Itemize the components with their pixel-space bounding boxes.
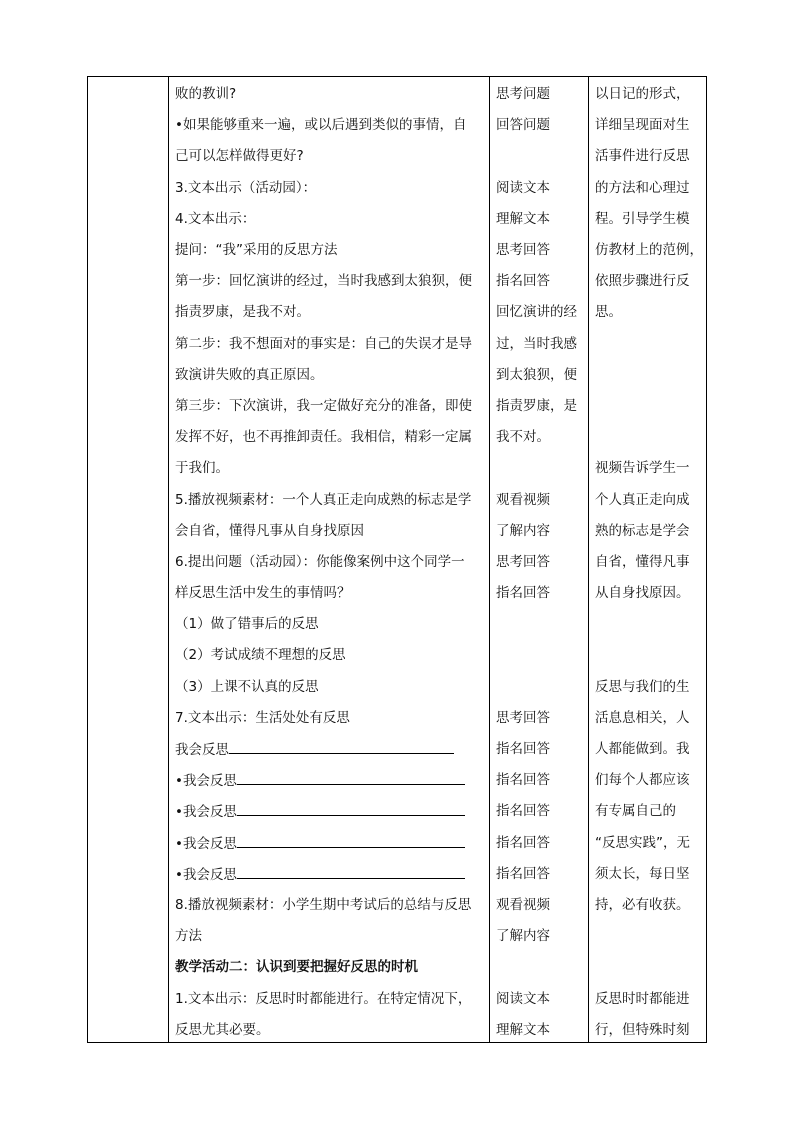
activity-text-line	[496, 115, 550, 135]
intent-text-line	[595, 864, 690, 884]
intent-text-line	[595, 895, 690, 915]
activity-text-line	[496, 770, 550, 790]
process-text-line	[175, 365, 324, 385]
activity-text-line-text: 指名回答	[496, 585, 550, 601]
fill-in-blank-line	[237, 864, 465, 879]
intent-text-line-text: 的方法和心理过	[595, 180, 690, 196]
column-divider	[168, 77, 169, 1042]
intent-text-line	[595, 271, 690, 291]
fill-in-blank-line	[237, 833, 465, 848]
process-text-line-text: 4.文本出示：	[175, 211, 256, 227]
process-text-line-text: 提问：“我”采用的反思方法	[175, 242, 338, 258]
activity-text-line	[496, 521, 550, 541]
intent-text-line-text: 自省，懂得凡事	[595, 554, 690, 570]
process-text-line-text: 我会反思	[175, 742, 229, 758]
intent-text-line	[595, 209, 690, 229]
process-text-line	[175, 926, 202, 946]
activity-text-line-text: 观看视频	[496, 492, 550, 508]
intent-text-line	[595, 801, 676, 821]
activity-text-line	[496, 552, 550, 572]
process-text-line	[175, 334, 472, 354]
process-text-line	[175, 989, 471, 1009]
intent-text-line-text: 人都能做到。我	[595, 741, 690, 757]
intent-text-line-text: 行，但特殊时刻	[595, 1022, 690, 1038]
process-text-line	[175, 833, 465, 854]
process-text-line-text: 第三步：下次演讲，我一定做好充分的准备，即使	[175, 398, 472, 414]
process-text-line	[175, 490, 471, 510]
process-text-line-text: 方法	[175, 928, 202, 944]
process-text-line	[175, 1020, 270, 1040]
activity-text-line	[496, 583, 550, 603]
intent-text-line-text: 活事件进行反思	[595, 148, 690, 164]
intent-text-line-text: 依照步骤进行反	[595, 273, 690, 289]
activity-text-line-text: 我不对。	[496, 429, 550, 445]
intent-text-line	[595, 770, 690, 790]
fill-in-blank-line	[237, 801, 465, 816]
process-text-line-text: •如果能够重来一遍，或以后遇到类似的事情，自	[175, 117, 467, 133]
intent-text-line	[595, 178, 690, 198]
process-text-line-text: 样反思生活中发生的事情吗？	[175, 585, 351, 601]
intent-text-line	[595, 115, 690, 135]
activity-text-line	[496, 801, 550, 821]
process-text-line	[175, 240, 338, 260]
process-text-line-text: •我会反思	[175, 773, 237, 789]
process-text-line	[175, 895, 471, 915]
intent-text-line	[595, 552, 690, 572]
intent-text-line	[595, 84, 690, 104]
activity-text-line	[496, 240, 550, 260]
activity-text-line-text: 回答问题	[496, 117, 550, 133]
activity-text-line	[496, 334, 577, 354]
activity-text-line-text: 指名回答	[496, 741, 550, 757]
activity-text-line-text: 思考问题	[496, 86, 550, 102]
process-text-line	[175, 552, 465, 572]
process-text-line-text: 发挥不好，也不再推卸责任。我相信，精彩一定属	[175, 429, 472, 445]
process-text-line	[175, 115, 466, 135]
process-text-line-text: •我会反思	[175, 836, 237, 852]
intent-text-line-text: 活息息相关，人	[595, 710, 690, 726]
process-text-line	[175, 271, 472, 291]
activity-text-line-text: 思考回答	[496, 710, 550, 726]
activity-text-line	[496, 708, 550, 728]
activity-text-line	[496, 209, 550, 229]
process-text-line-text: （2）考试成绩不理想的反思	[175, 647, 346, 663]
process-text-line-text: 指责罗康，是我不对。	[175, 304, 310, 320]
activity-text-line	[496, 864, 550, 884]
process-text-line	[175, 708, 350, 728]
activity-text-line-text: 指名回答	[496, 273, 550, 289]
process-text-line	[175, 84, 236, 104]
process-text-line-text: •我会反思	[175, 804, 237, 820]
intent-text-line-text: 个人真正走向成	[595, 492, 690, 508]
activity-text-line	[496, 302, 577, 322]
process-text-line-text: 6.提出问题（活动园）：你能像案例中这个同学一	[175, 554, 465, 570]
intent-text-line	[595, 521, 690, 541]
process-text-line-text: 5.播放视频素材：一个人真正走向成熟的标志是学	[175, 492, 472, 508]
activity-text-line-text: 思考回答	[496, 554, 550, 570]
intent-text-line-text: 详细呈现面对生	[595, 117, 690, 133]
activity-text-line-text: 思考回答	[496, 242, 550, 258]
process-text-line	[175, 583, 351, 603]
activity-text-line-text: 理解文本	[496, 211, 550, 227]
activity-text-line-text: 指责罗康，是	[496, 398, 577, 414]
intent-text-line-text: 思。	[595, 304, 622, 320]
process-text-line	[175, 302, 310, 322]
intent-text-line-text: 有专属自己的	[595, 803, 676, 819]
process-text-line-text: 第一步：回忆演讲的经过，当时我感到太狼狈，便	[175, 273, 472, 289]
intent-text-line	[595, 989, 690, 1009]
column-divider	[588, 77, 589, 1042]
activity-text-line-text: 指名回答	[496, 803, 550, 819]
activity-text-line-text: 了解内容	[496, 523, 550, 539]
activity-text-line-text: 指名回答	[496, 772, 550, 788]
process-text-line	[175, 864, 465, 885]
intent-text-line	[595, 583, 690, 603]
process-text-line-text: 3.文本出示（活动园）：	[175, 180, 317, 196]
activity-text-line	[496, 396, 577, 416]
activity-text-line-text: 了解内容	[496, 928, 550, 944]
activity-text-line	[496, 1020, 550, 1040]
fill-in-blank-line	[229, 739, 454, 754]
process-text-line	[175, 645, 346, 665]
process-text-line	[175, 396, 472, 416]
activity-text-line-text: 回忆演讲的经	[496, 304, 577, 320]
intent-text-line	[595, 146, 690, 166]
activity-text-line	[496, 271, 550, 291]
process-text-line	[175, 957, 418, 977]
process-text-line	[175, 178, 316, 198]
activity-text-line-text: 过，当时我感	[496, 336, 577, 352]
activity-text-line	[496, 833, 550, 853]
process-text-line-text: 1.文本出示：反思时时都能进行。在特定情况下，	[175, 991, 472, 1007]
activity-text-line	[496, 178, 550, 198]
process-text-line	[175, 739, 454, 760]
process-text-line-text: •我会反思	[175, 867, 237, 883]
intent-text-line	[595, 1020, 690, 1040]
process-text-line	[175, 521, 364, 541]
activity-text-line	[496, 84, 550, 104]
intent-text-line	[595, 708, 690, 728]
activity-text-line-text: 指名回答	[496, 866, 550, 882]
process-text-line	[175, 770, 465, 791]
process-text-line-text: 反思尤其必要。	[175, 1022, 270, 1038]
intent-text-line	[595, 458, 690, 478]
activity-text-line	[496, 365, 577, 385]
intent-text-line-text: 反思与我们的生	[595, 679, 690, 695]
intent-text-line-text: 须太长，每日坚	[595, 866, 690, 882]
process-text-line	[175, 458, 229, 478]
fill-in-blank-line	[237, 770, 465, 785]
process-text-line-text: 8.播放视频素材：小学生期中考试后的总结与反思	[175, 897, 472, 913]
intent-text-line	[595, 833, 690, 853]
activity-text-line-text: 指名回答	[496, 835, 550, 851]
column-divider	[489, 77, 490, 1042]
process-text-line-text: 败的教训?	[175, 86, 237, 102]
activity-text-line	[496, 926, 550, 946]
process-text-line-text: 教学活动二：认识到要把握好反思的时机	[175, 959, 418, 975]
process-text-line	[175, 209, 255, 229]
lesson-plan-table	[87, 76, 707, 1043]
intent-text-line-text: 以日记的形式，	[595, 86, 690, 102]
process-text-line	[175, 614, 319, 634]
activity-text-line	[496, 895, 550, 915]
process-text-line-text: （3）上课不认真的反思	[175, 679, 319, 695]
intent-text-line	[595, 739, 690, 759]
process-text-line-text: 于我们。	[175, 460, 229, 476]
activity-text-line	[496, 739, 550, 759]
process-text-line	[175, 427, 472, 447]
process-text-line-text: 第二步：我不想面对的事实是：自己的失误才是导	[175, 336, 472, 352]
activity-text-line-text: 观看视频	[496, 897, 550, 913]
process-text-line-text: 己可以怎样做得更好?	[175, 148, 304, 164]
intent-text-line	[595, 302, 622, 322]
process-text-line	[175, 801, 465, 822]
intent-text-line-text: 从自身找原因。	[595, 585, 690, 601]
intent-text-line-text: 们每个人都应该	[595, 772, 690, 788]
intent-text-line	[595, 677, 690, 697]
activity-text-line	[496, 490, 550, 510]
activity-text-line-text: 阅读文本	[496, 991, 550, 1007]
intent-text-line-text: 反思时时都能进	[595, 991, 690, 1007]
activity-text-line-text: 阅读文本	[496, 180, 550, 196]
activity-text-line	[496, 427, 550, 447]
intent-text-line-text: 持，必有收获。	[595, 897, 690, 913]
process-text-line-text: 致演讲失败的真正原因。	[175, 367, 324, 383]
intent-text-line-text: 视频告诉学生一	[595, 460, 690, 476]
intent-text-line-text: 仿教材上的范例，	[595, 242, 703, 258]
intent-text-line-text: 程。引导学生模	[595, 211, 690, 227]
activity-text-line	[496, 989, 550, 1009]
process-text-line	[175, 146, 304, 166]
activity-text-line-text: 理解文本	[496, 1022, 550, 1038]
process-text-line-text: 7.文本出示：生活处处有反思	[175, 710, 350, 726]
process-text-line	[175, 677, 319, 697]
intent-text-line	[595, 490, 690, 510]
intent-text-line	[595, 240, 703, 260]
activity-text-line-text: 到太狼狈，便	[496, 367, 577, 383]
intent-text-line-text: “反思实践”，无	[595, 835, 690, 851]
intent-text-line-text: 熟的标志是学会	[595, 523, 690, 539]
process-text-line-text: （1）做了错事后的反思	[175, 616, 319, 632]
process-text-line-text: 会自省，懂得凡事从自身找原因	[175, 523, 364, 539]
